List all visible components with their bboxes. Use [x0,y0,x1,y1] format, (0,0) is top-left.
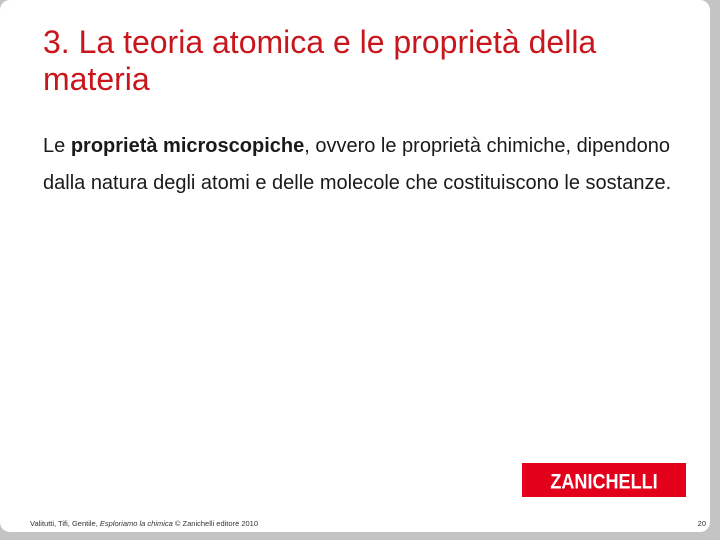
slide-body [43,128,683,201]
body-lead: Le [43,135,71,157]
page-number: 20 [697,519,706,528]
footer-book-title: Esploriamo la chimica [99,519,173,528]
body-rest: , ovvero le proprietà chimiche, dipendono dalla natura degli atomi e delle molecole che costituiscono le sostanze. [43,135,672,194]
zanichelli-logo-mark [522,463,686,497]
slide-title: 3. La teoria atomica e le proprietà della materia [43,24,597,97]
zanichelli-logo [522,463,686,497]
footer-copyright: © Zanichelli editore 2010 [172,519,259,528]
footer-citation [30,519,258,528]
logo-wordmark: ZANICHELLI [550,470,658,494]
body-highlight: proprietà microscopiche [70,135,305,157]
footer-authors: Valitutti, Tifi, Gentile, [30,519,100,528]
